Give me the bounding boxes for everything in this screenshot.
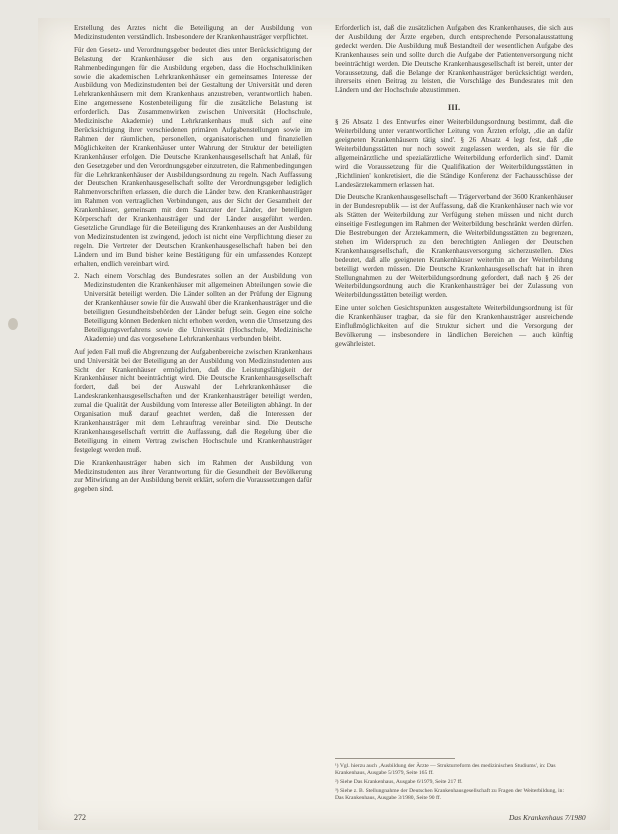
punch-hole bbox=[8, 318, 18, 330]
left-paragraph-5: Die Krankenhausträger haben sich im Rahmen der Ausbildung von Medizinstudenten aus ihrer Verantwortung für die Gesundheit der Bevölkerung zur Mitwirkung an der Ausbildung bereit erklärt, sofern die Voraussetzungen dafür gegeben sind. bbox=[74, 458, 312, 494]
left-column bbox=[74, 24, 312, 498]
left-list-item bbox=[74, 272, 312, 343]
footnote: ¹) Vgl. hierzu auch ‚Ausbildung der Ärzte — Strukturreform des medizinischen Studiums', in: Das Krankenhaus, Ausgabe 5/1979, Seite 165 ff. bbox=[335, 763, 556, 776]
left-paragraph-2: Für den Gesetz- und Verordnungsgeber bedeutet dies unter Berücksichtigung der Belastung der Krankenhäuser die sich aus den organisatorischen Rahmenbedingungen für die Ausbildung ergeben, dass die Hochschulkliniken sowie die akademischen Lehrkrankenhäuser ein gemeinsames Interesse der Ausbildung von Medizinstudenten bei der Gestaltung der Universität und deren Lehrkrankenhäusern mit dem Krankenhaus anzustreben, verantwortlich haben. Eine angemessene Kostenbeteiligung für die zusätzliche Belastung ist erforderlich. Das Zusammenwirken zwischen Universität (Hochschule, Medizinische Akademie) und Lehrkrankenhaus muß sich auf eine Berücksichtigung ihrer verschiedenen primären Aufgabenstellungen sowie im Rahmen der räumlichen, personellen, organisatorischen und finanziellen Möglichkeiten der Krankenhäuser unter Wahrung der Struktur der beteiligten Krankenhäuser erfolgen. Die Deutsche Krankenhausgesellschaft hat Anlaß, für den Gesetzgeber und den Verordnungsgeber einzutreten, die Rahmenbedingungen für die Lehrkrankenhäuser der Ausbildungsordnung zu regeln. Nach Auffassung der Deutschen Krankenhausgesellschaft sollte der Verordnungsgeber lediglich Rahmenvorschriften erlassen, die durch die Länder bzw. den Krankenhausträger im Rahmen von vertraglichen Verbindungen, aus der Sicht der Gesamtheit der Krankenhäuser, gemeinsam mit dem Saatcrater der Länder, der beteiligten Körperschaft der Krankenhausträger und der Länder ausgeführt werden. Gesetzliche Grundlage für die Beteiligung des Krankenhauses an der Ausbildung von Medizinstudenten ist zwingend, jedoch ist nicht eine Verpflichtung dieser zu regeln. Die Vertreter der Deutschen Krankenhausgesellschaft haben bei den Ländern und im Bund bisher keine Bestätigung für ein umfassendes Konzept erhalten, endlich vereinbart wird. bbox=[74, 45, 312, 268]
footnotes bbox=[335, 763, 573, 804]
document-page bbox=[38, 18, 610, 830]
right-column bbox=[335, 24, 573, 353]
left-paragraph-1: Erstellung des Arztes nicht die Beteiligung an der Ausbildung von Medizinstudenten verständlich. Insbesondere der Krankenhausträger verpflichtet. bbox=[74, 24, 312, 41]
right-paragraph-3: Die Deutsche Krankenhausgesellschaft — Trägerverband der 3600 Krankenhäuser in der Bundesrepublik — ist der Auffassung, daß die Krankenhäuser nach wie vor als Stätten der Weiterbildung zur Verfügung stehen müssen und nicht durch einseitige Festlegungen im Rahmen der Weiterbildung beschränkt werden dürfen. Die Bestrebungen der Ärztekammern, die Weiterbildungsstätten zu begrenzen, stehen im Widerspruch zu den berechtigten Anliegen der Deutschen Krankenhausgesellschaft, die Krankenhausversorgung sicherzustellen. Dies bedeutet, daß alle geeigneten Krankenhäuser weiterhin an der Weiterbildung beteiligt werden müssen. Die Deutsche Krankenhausgesellschaft hat in ihren Stellungnahmen zu der Weiterbildungsordnung gefordert, daß nach § 26 der Weiterbildungsordnung auch die Krankenhausträger bei der Zulassung von Weiterbildungsstätten beteiligt werden. bbox=[335, 193, 573, 300]
footnote-divider bbox=[335, 758, 455, 759]
left-paragraph-3: Nach einem Vorschlag des Bundesrates sollen an der Ausbildung von Medizinstudenten die Krankenhäuser mit allgemeinen Abteilungen sowie die Universität beteiligt werden. Die Länder sollten an der Prüfung der Eignung der Krankenhäuser sowie für die Auswahl über die Krankenhausträger und die beteiligten Gesundheitsbehörden der Länder befugt sein. Gegen eine solche Beteiligung können Bedenken nicht erhoben werden, wenn die Umsetzung des Beteiligungsverfahrens sowie die Universität (Hochschule, Medizinische Akademie) und das vorgesehene Lehrkrankenhaus verbunden bleibt. bbox=[84, 272, 312, 343]
footnote: ²) Siehe Das Krankenhaus, Ausgabe 6/1979, Seite 217 ff. bbox=[335, 779, 463, 785]
list-marker: 2. bbox=[74, 272, 80, 281]
section-heading: III. bbox=[447, 102, 461, 113]
journal-title: Das Krankenhaus 7/1980 bbox=[509, 813, 586, 822]
right-paragraph-4: Eine unter solchen Gesichtspunkten ausgestaltete Weiterbildungsordnung ist für die Krankenhäuser tragbar, da sie für den Krankenhausträger ausreichende Einflußmöglichkeiten auf die Struktur sichert und die Versorgung der Bevölkerung — insbesondere in ländlichen Bereichen — auch künftig gewährleistet. bbox=[335, 304, 573, 348]
right-paragraph-1: Erforderlich ist, daß die zusätzlichen Aufgaben des Krankenhauses, die sich aus der Ausbildung der Ärzte ergeben, durch entsprechende Personalausstattung gedeckt werden. Die Ausbildung muß Bestandteil der wesentlichen Aufgabe des Krankenhauses sein und sollte durch die Aufgabe der Patientenversorgung nicht beeinträchtigt werden. Die Deutsche Krankenhausgesellschaft ist bereit, unter der Voraussetzung, daß die Belange der Krankenhausträger berücksichtigt werden, ihrerseits einen Beitrag zu leisten, die Vorschläge des Bundesrates mit den Ländern und der Hochschule abzustimmen. bbox=[335, 24, 573, 95]
footnote: ³) Siehe z. B. Stellungnahme der Deutschen Krankenhausgesellschaft zu Fragen der Weiterbildung, in: Das Krankenhaus, Ausgabe 3/1980, Seite 90 ff. bbox=[335, 788, 565, 801]
right-paragraph-2: § 26 Absatz 1 des Entwurfes einer Weiterbildungsordnung bestimmt, daß die Weiterbildung unter verantwortlicher Leitung von Ärzten erfolgt, ‚die an dafür geeigneten Krankenhäusern tätig sind'. § 26 Absatz 4 legt fest, daß ‚die Weiterbildungsstätten nur noch soweit zugelassen werden, als sie für die allgemeinärztliche und spezialärztliche Weiterbildung erforderlich sind'. Damit wird die Voraussetzung für die Qualifikation der Weiterbildungsstätten in ‚Richtlinien' konkretisiert, die die Ständige Konferenz der Fachausschüsse der Landesärztekammern erlassen hat. bbox=[335, 118, 573, 189]
left-paragraph-4: Auf jeden Fall muß die Abgrenzung der Aufgabenbereiche zwischen Krankenhaus und Universität bei der Beteiligung an der Ausbildung von Medizinstudenten aus Sicht der Krankenhäuser ermöglichen, daß die Leistungsfähigkeit der Krankenhäuser nicht beeinträchtigt wird. Die Deutsche Krankenhausgesellschaft fordert, daß bei der Auswahl der Lehrkrankenhäuser die Landeskrankenhausgesellschaften und der Krankenhausträger beteiligt werden, zumal die Qualität der Ausbildung vom Interesse aller Beteiligten abhängt. In der Organisation muß darauf geachtet werden, daß die Interessen der Krankenhausträger mit dem Lehrauftrag vereinbar sind. Die Deutsche Krankenhausgesellschaft vertritt die Auffassung, daß die Regelung über die Beteiligung in einem Vertrag zwischen Hochschule und Krankenhausträger festgelegt werden muß. bbox=[74, 347, 312, 454]
page-number: 272 bbox=[74, 813, 86, 822]
